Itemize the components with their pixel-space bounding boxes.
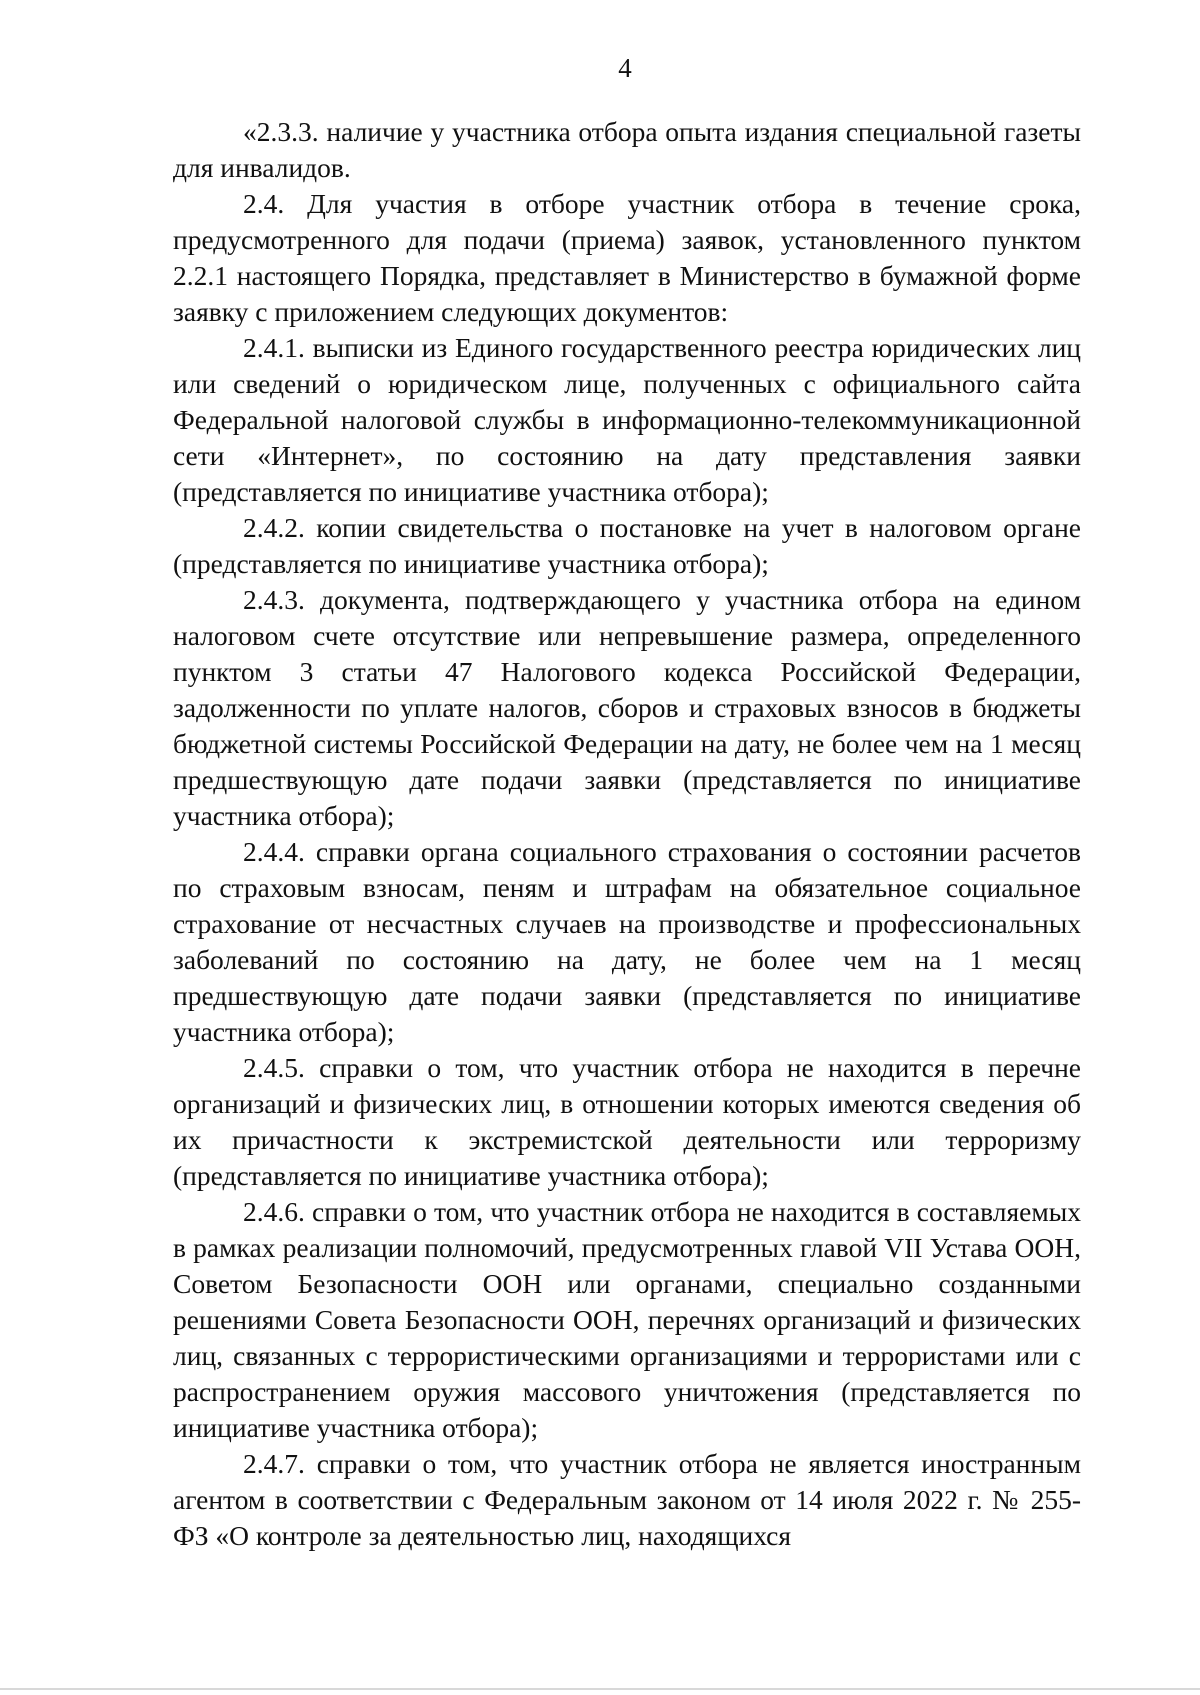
paragraph-2-4-2: 2.4.2. копии свидетельства о постановке на учет в налоговом органе (представляется по инициативе участника отбора); xyxy=(173,512,1081,579)
paragraph-2-3-3: «2.3.3. наличие у участника отбора опыта издания специальной газеты для инвалидов. xyxy=(173,116,1081,183)
paragraph-2-4-1: 2.4.1. выписки из Единого государственного реестра юридических лиц или сведений о юридическом лице, полученных с официального сайта Федеральной налоговой службы в информационно-телекоммуникационной сети «Интернет», по состоянию на дату представления заявки (представляется по инициативе участника отбора); xyxy=(173,332,1081,507)
paragraph-2-4-7: 2.4.7. справки о том, что участник отбора не является иностранным агентом в соответствии с Федеральным законом от 14 июля 2022 г. № 255-ФЗ «О контроле за деятельностью лиц, находящихся xyxy=(173,1448,1081,1551)
page-number: 4 xyxy=(618,53,632,83)
scan-edge-line xyxy=(0,1688,1200,1690)
paragraph-2-4-3: 2.4.3. документа, подтверждающего у участника отбора на едином налоговом счете отсутствие или непревышение размера, определенного пунктом 3 статьи 47 Налогового кодекса Российской Федерации, задолженности по уплате налогов, сборов и страховых взносов в бюджеты бюджетной системы Российской Федерации на дату, не более чем на 1 месяц предшествующую дате подачи заявки (представляется по инициативе участника отбора); xyxy=(173,584,1081,831)
document-body xyxy=(173,114,1081,1554)
paragraph-2-4-6: 2.4.6. справки о том, что участник отбора не находится в составляемых в рамках реализации полномочий, предусмотренных главой VII Устава ООН, Советом Безопасности ООН или органами, специально созданными решениями Совета Безопасности ООН, перечнях организаций и физических лиц, связанных с террористическими организациями и террористами или с распространением оружия массового уничтожения (представляется по инициативе участника отбора); xyxy=(173,1196,1081,1443)
paragraph-2-4: 2.4. Для участия в отборе участник отбора в течение срока, предусмотренного для подачи (приема) заявок, установленного пунктом 2.2.1 настоящего Порядка, представляет в Министерство в бумажной форме заявку с приложением следующих документов: xyxy=(173,188,1081,327)
paragraph-2-4-4: 2.4.4. справки органа социального страхования о состоянии расчетов по страховым взносам, пеням и штрафам на обязательное социальное страхование от несчастных случаев на производстве и профессиональных заболеваний по состоянию на дату, не более чем на 1 месяц предшествующую дате подачи заявки (представляется по инициативе участника отбора); xyxy=(173,836,1081,1047)
paragraph-2-4-5: 2.4.5. справки о том, что участник отбора не находится в перечне организаций и физических лиц, в отношении которых имеются сведения об их причастности к экстремистской деятельности или терроризму (представляется по инициативе участника отбора); xyxy=(173,1052,1081,1191)
